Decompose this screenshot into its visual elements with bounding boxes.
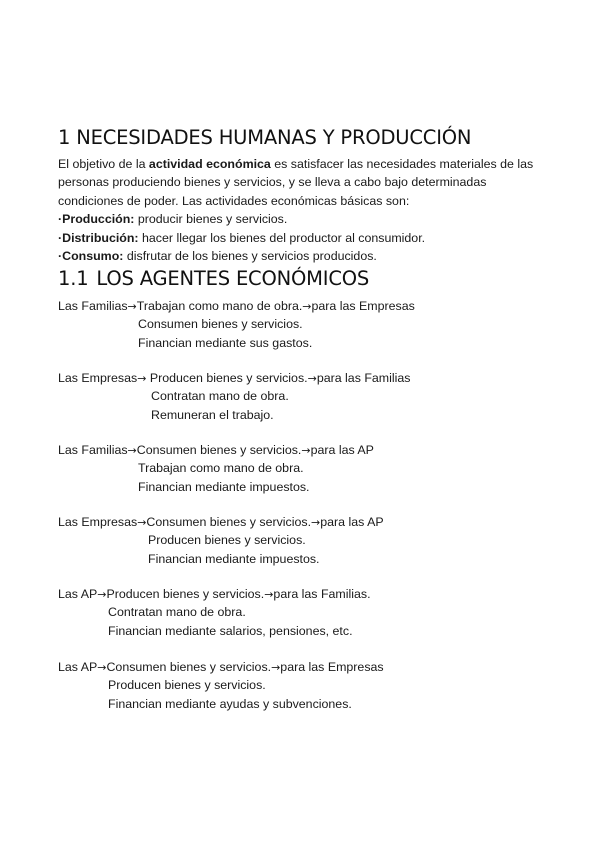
agent-line-second: Producen bienes y servicios.: [148, 533, 306, 548]
intro-line: personas produciendo bienes y servicios, y se lleva a cabo bajo determinadas: [58, 175, 487, 190]
agent-line-third: Remuneran el trabajo.: [151, 407, 274, 422]
agent-line-first: [58, 658, 384, 676]
arrow-icon: →: [302, 300, 312, 313]
agent-line-first: [58, 297, 415, 315]
agent-target: para las Empresas: [311, 299, 415, 313]
arrow-icon: →: [264, 588, 274, 601]
activity-text: producir bienes y servicios.: [134, 212, 288, 227]
agent-target: para las Familias: [316, 371, 411, 385]
agent-from: Las Empresas: [58, 515, 138, 529]
agent-block: [58, 658, 384, 713]
agent-line-second: Contratan mano de obra.: [151, 389, 289, 404]
activity-term: Consumo:: [62, 249, 124, 264]
arrow-icon: →: [97, 661, 107, 674]
intro-line1-bold: actividad económica: [148, 157, 271, 171]
activity-text: hacer llegar los bienes del productor al consumidor.: [138, 230, 426, 245]
agent-line-first: [58, 369, 410, 387]
bullet: ·: [58, 249, 63, 264]
agent-action: Producen bienes y servicios.: [146, 371, 308, 385]
agent-from: Las Empresas: [58, 371, 138, 385]
agent-action: Consumen bienes y servicios.: [136, 443, 302, 457]
agent-line-third: Financian mediante impuestos.: [138, 479, 310, 494]
agent-line-third: Financian mediante salarios, pensiones, etc.: [108, 623, 353, 638]
arrow-icon: →: [301, 444, 311, 457]
agent-block: [58, 369, 410, 424]
agent-target: para las Empresas: [280, 660, 384, 674]
agent-from: Las Familias: [58, 443, 128, 457]
activity-item-consumo: [58, 247, 548, 265]
agent-from: Las AP: [58, 587, 98, 601]
subsection-heading: [58, 267, 369, 290]
agent-action: Consumen bienes y servicios.: [106, 660, 272, 674]
activity-text: disfrutar de los bienes y servicios producidos.: [123, 249, 377, 264]
intro-text: [58, 155, 548, 265]
intro-line1-post: es satisfacer las necesidades materiales de las: [270, 157, 534, 171]
agent-line-second: Consumen bienes y servicios.: [138, 317, 303, 332]
agent-block: [58, 297, 415, 352]
agent-from: Las AP: [58, 660, 98, 674]
bullet: ·: [58, 212, 63, 227]
agent-target: para las AP: [310, 443, 374, 457]
intro-line1-pre: El objetivo de la: [58, 157, 149, 171]
agent-line-third: Financian mediante ayudas y subvenciones.: [108, 696, 352, 711]
agent-line-first: [58, 585, 371, 603]
arrow-icon: →: [307, 372, 317, 385]
agent-line-second: Contratan mano de obra.: [108, 605, 246, 620]
agent-block: [58, 441, 374, 496]
bullet: ·: [58, 230, 63, 245]
arrow-icon: →: [311, 516, 321, 529]
agent-line-second: Producen bienes y servicios.: [108, 678, 266, 693]
subsection-number: 1.1: [58, 267, 89, 290]
arrow-icon: →: [127, 444, 137, 457]
intro-line: [58, 155, 548, 173]
agent-line-second: Trabajan como mano de obra.: [138, 461, 304, 476]
arrow-icon: →: [127, 300, 137, 313]
agent-line-third: Financian mediante sus gastos.: [138, 335, 313, 350]
intro-line: condiciones de poder. Las actividades económicas básicas son:: [58, 193, 410, 208]
agent-line-first: [58, 513, 384, 531]
agent-action: Trabajan como mano de obra.: [136, 299, 303, 313]
activity-item-produccion: [58, 210, 548, 228]
activity-term: Producción:: [62, 212, 135, 227]
agent-target: para las AP: [320, 515, 384, 529]
agent-block: [58, 513, 384, 568]
section-heading: 1 NECESIDADES HUMANAS Y PRODUCCIÓN: [58, 126, 472, 149]
agent-line-third: Financian mediante impuestos.: [148, 551, 320, 566]
agent-line-first: [58, 441, 374, 459]
subsection-title: LOS AGENTES ECONÓMICOS: [96, 267, 370, 290]
agent-from: Las Familias: [58, 299, 128, 313]
arrow-icon: →: [137, 516, 147, 529]
arrow-icon: →: [137, 372, 147, 385]
activity-item-distribucion: [58, 229, 548, 247]
agent-action: Consumen bienes y servicios.: [146, 515, 312, 529]
agent-block: [58, 585, 371, 640]
agent-target: para las Familias.: [273, 587, 371, 601]
arrow-icon: →: [97, 588, 107, 601]
agent-action: Producen bienes y servicios.: [106, 587, 265, 601]
arrow-icon: →: [271, 661, 281, 674]
activity-term: Distribución:: [62, 230, 139, 245]
